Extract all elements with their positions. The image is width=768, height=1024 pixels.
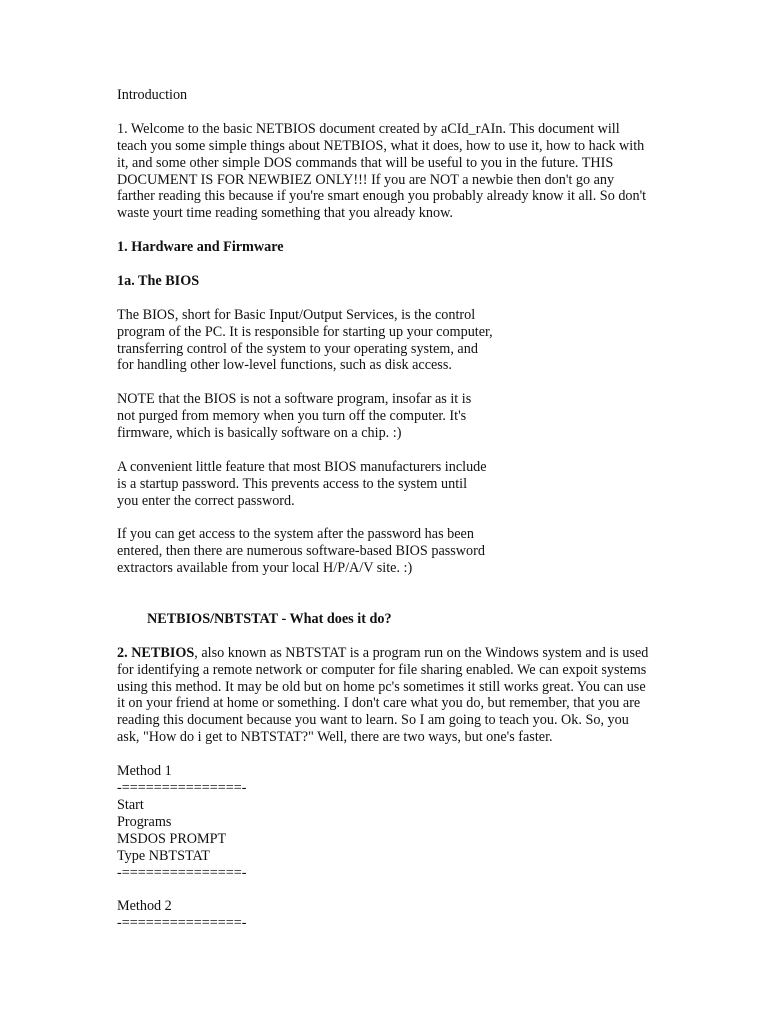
- method-1-step: Start: [117, 796, 144, 813]
- netbios-text: , also known as NBTSTAT is a program run on the Windows system and is used for identifying a remote network or computer for file sharing enabled. We can expoit systems using this method. It may be old but on home pc's sometimes it still works great. You can use it on your friend at home or something. I don't care what you do, but remember, that you are reading this document because you want to learn. So I am going to teach you. Ok. So, you ask, "How do i get to NBTSTAT?" Well, there are two ways, but one's faster.: [117, 644, 649, 746]
- bios-heading: 1a. The BIOS: [117, 272, 200, 289]
- method-1-separator-end: -===============-: [117, 864, 247, 881]
- method-2-separator: -===============-: [117, 915, 247, 932]
- method-2-title: Method 2: [117, 898, 172, 915]
- intro-heading: Introduction: [117, 87, 188, 103]
- bios-paragraph-2: NOTE that the BIOS is not a software program, insofar as it is not purged from memory when you turn off the computer. It's firmware, which is basically software on a chip. :): [117, 391, 472, 442]
- netbios-paragraph: [117, 645, 657, 746]
- bios-paragraph-3: A convenient little feature that most BIOS manufacturers include is a startup password. This prevents access to the system until you enter the correct password.: [117, 458, 487, 509]
- method-1-step: Programs: [117, 813, 172, 830]
- method-2-block: [117, 898, 657, 932]
- hardware-heading: 1. Hardware and Firmware: [117, 239, 284, 256]
- method-1-title: Method 1: [117, 763, 172, 780]
- intro-paragraph: 1. Welcome to the basic NETBIOS document created by aCId_rAIn. This document will teach you some simple things about NETBIOS, what it does, how to use it, how to hack with it, and some other simple DOS commands that will be useful to you in the future. THIS DOCUMENT IS FOR NEWBIEZ ONLY!!! If you are NOT a newbie then don't go any farther reading this because if you're smart enough you probably already know it all. So don't waste yourt time reading something that you already know.: [117, 120, 647, 222]
- bios-paragraph-1: The BIOS, short for Basic Input/Output Services, is the control program of the PC. It is responsible for starting up your computer, transferring control of the system to your operating system, and for handling other low-level functions, such as disk access.: [117, 306, 493, 374]
- method-1-block: [117, 763, 657, 881]
- netbios-label: 2. NETBIOS: [117, 644, 195, 661]
- bios-paragraph-4: If you can get access to the system after the password has been entered, then there are numerous software-based BIOS password extractors available from your local H/P/A/V site. :): [117, 526, 485, 577]
- netbios-heading: NETBIOS/NBTSTAT - What does it do?: [147, 610, 392, 627]
- method-1-step: MSDOS PROMPT: [117, 830, 227, 847]
- document-page: [117, 87, 657, 932]
- method-1-separator: -===============-: [117, 780, 247, 796]
- method-1-step: Type NBTSTAT: [117, 847, 210, 864]
